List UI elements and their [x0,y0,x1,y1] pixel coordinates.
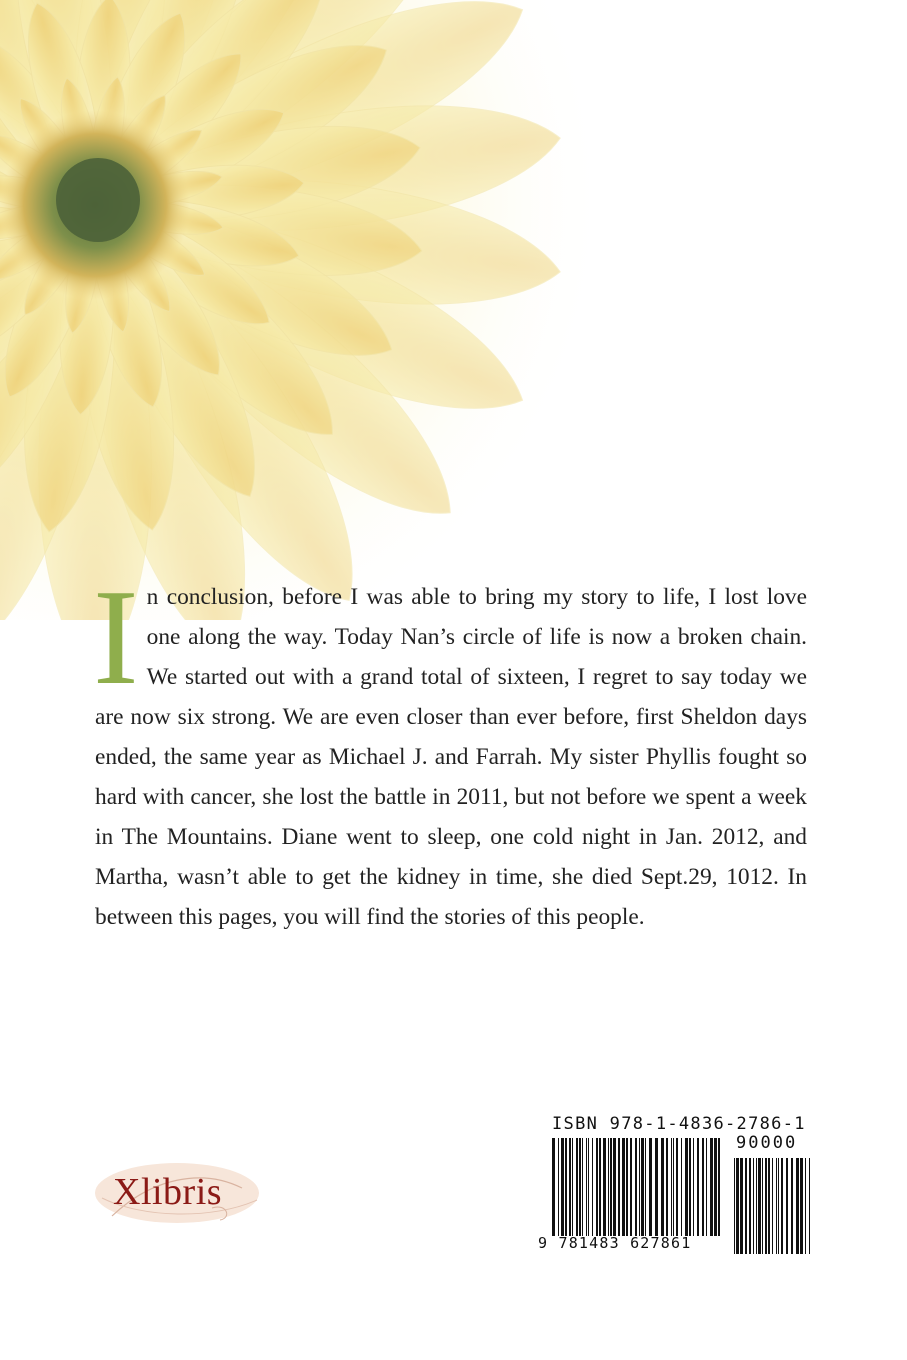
isbn-barcode [552,1138,722,1236]
blurb-text: n conclusion, before I was able to bring my story to life, I lost love one along the way. Today Nan’s circle of life is now a broken chain. We started out with a grand total of sixteen, I regret to say today we are now six strong. We are even closer than ever before, first Sheldon days ended, the same year as Michael J. and Farrah. My sister Phyllis fought so hard with cancer, she lost the battle in 2011, but not before we spent a week in The Mountains. Diane went to sleep, one cold night in Jan. 2012, and Martha, wasn’t able to get the kidney in time, she died Sept.29, 1012. In between this pages, you will find the stories of this people. [95,584,807,930]
back-cover-blurb [93,561,807,937]
drop-cap: I [93,561,139,713]
ean-digits: 9 781483 627861 [538,1234,692,1252]
isbn-label: ISBN 978-1-4836-2786-1 [552,1114,806,1134]
barcode-addon-digits: 90000 [736,1133,798,1153]
price-addon-barcode [734,1158,810,1254]
flower-illustration [0,0,907,620]
publisher-name: Xlibris [113,1171,223,1213]
